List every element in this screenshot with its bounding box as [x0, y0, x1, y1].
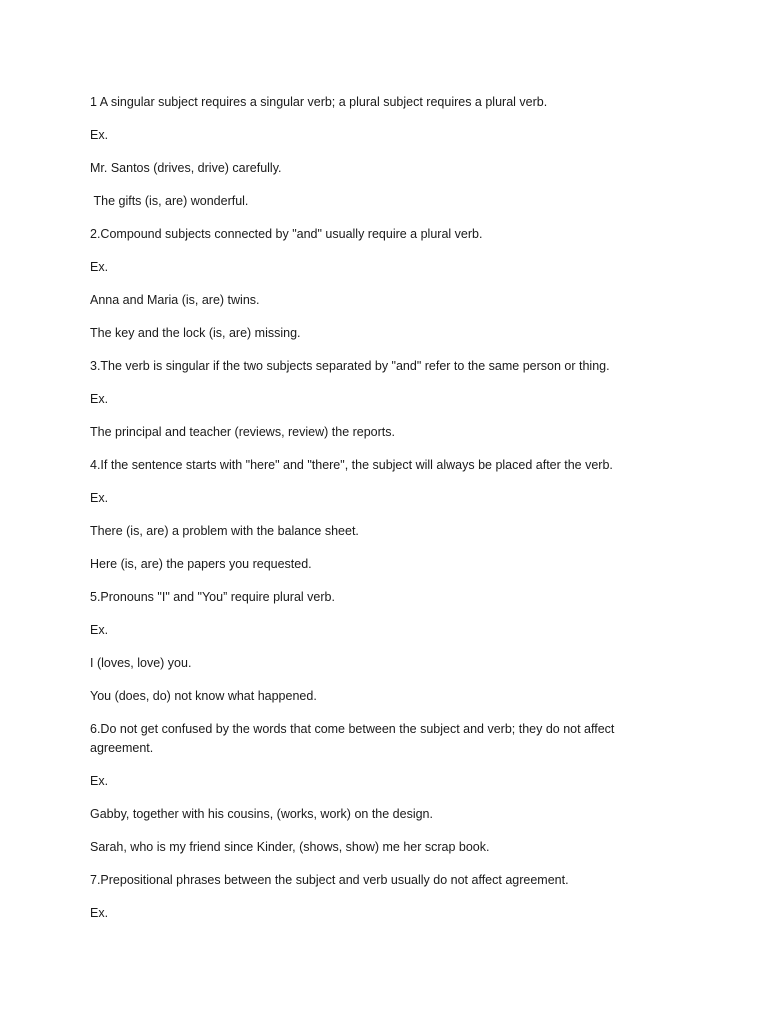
example-sentence: Here (is, are) the papers you requested.	[90, 557, 312, 571]
example-sentence: Gabby, together with his cousins, (works, work) on the design.	[90, 807, 433, 822]
example-label: Ex.	[90, 128, 109, 142]
rule-7-text: 7.Prepositional phrases between the subject and verb usually do not affect agreement.	[90, 873, 569, 888]
example-sentence: The gifts (is, are) wonderful.	[90, 194, 249, 208]
example-label: Ex.	[90, 623, 109, 637]
example-sentence: The key and the lock (is, are) missing.	[90, 326, 301, 340]
document-body	[90, 93, 650, 937]
example-sentence: You (does, do) not know what happened.	[90, 689, 317, 703]
example-label: Ex.	[90, 774, 109, 789]
rule-5-text: 5.Pronouns "I" and "You” require plural verb.	[90, 590, 335, 604]
example-sentence: Mr. Santos (drives, drive) carefully.	[90, 161, 282, 175]
example-sentence: There (is, are) a problem with the balance sheet.	[90, 524, 359, 538]
rule-2-text: 2.Compound subjects connected by "and" usually require a plural verb.	[90, 227, 483, 241]
example-label: Ex.	[90, 491, 109, 505]
example-label: Ex.	[90, 906, 109, 921]
rule-4-text: 4.If the sentence starts with "here" and "there", the subject will always be placed after the verb.	[90, 458, 613, 472]
rule-1-text: 1 A singular subject requires a singular verb; a plural subject requires a plural verb.	[90, 95, 548, 109]
example-sentence: Anna and Maria (is, are) twins.	[90, 293, 260, 307]
example-sentence: I (loves, love) you.	[90, 656, 192, 670]
rule-6-text: 6.Do not get confused by the words that come between the subject and verb; they do not affect agreement.	[90, 722, 618, 756]
example-label: Ex.	[90, 260, 109, 274]
example-sentence: Sarah, who is my friend since Kinder, (shows, show) me her scrap book.	[90, 840, 490, 855]
rule-3-text: 3.The verb is singular if the two subjects separated by "and" refer to the same person or thing.	[90, 359, 610, 373]
example-sentence: The principal and teacher (reviews, review) the reports.	[90, 425, 395, 439]
example-label: Ex.	[90, 392, 109, 406]
